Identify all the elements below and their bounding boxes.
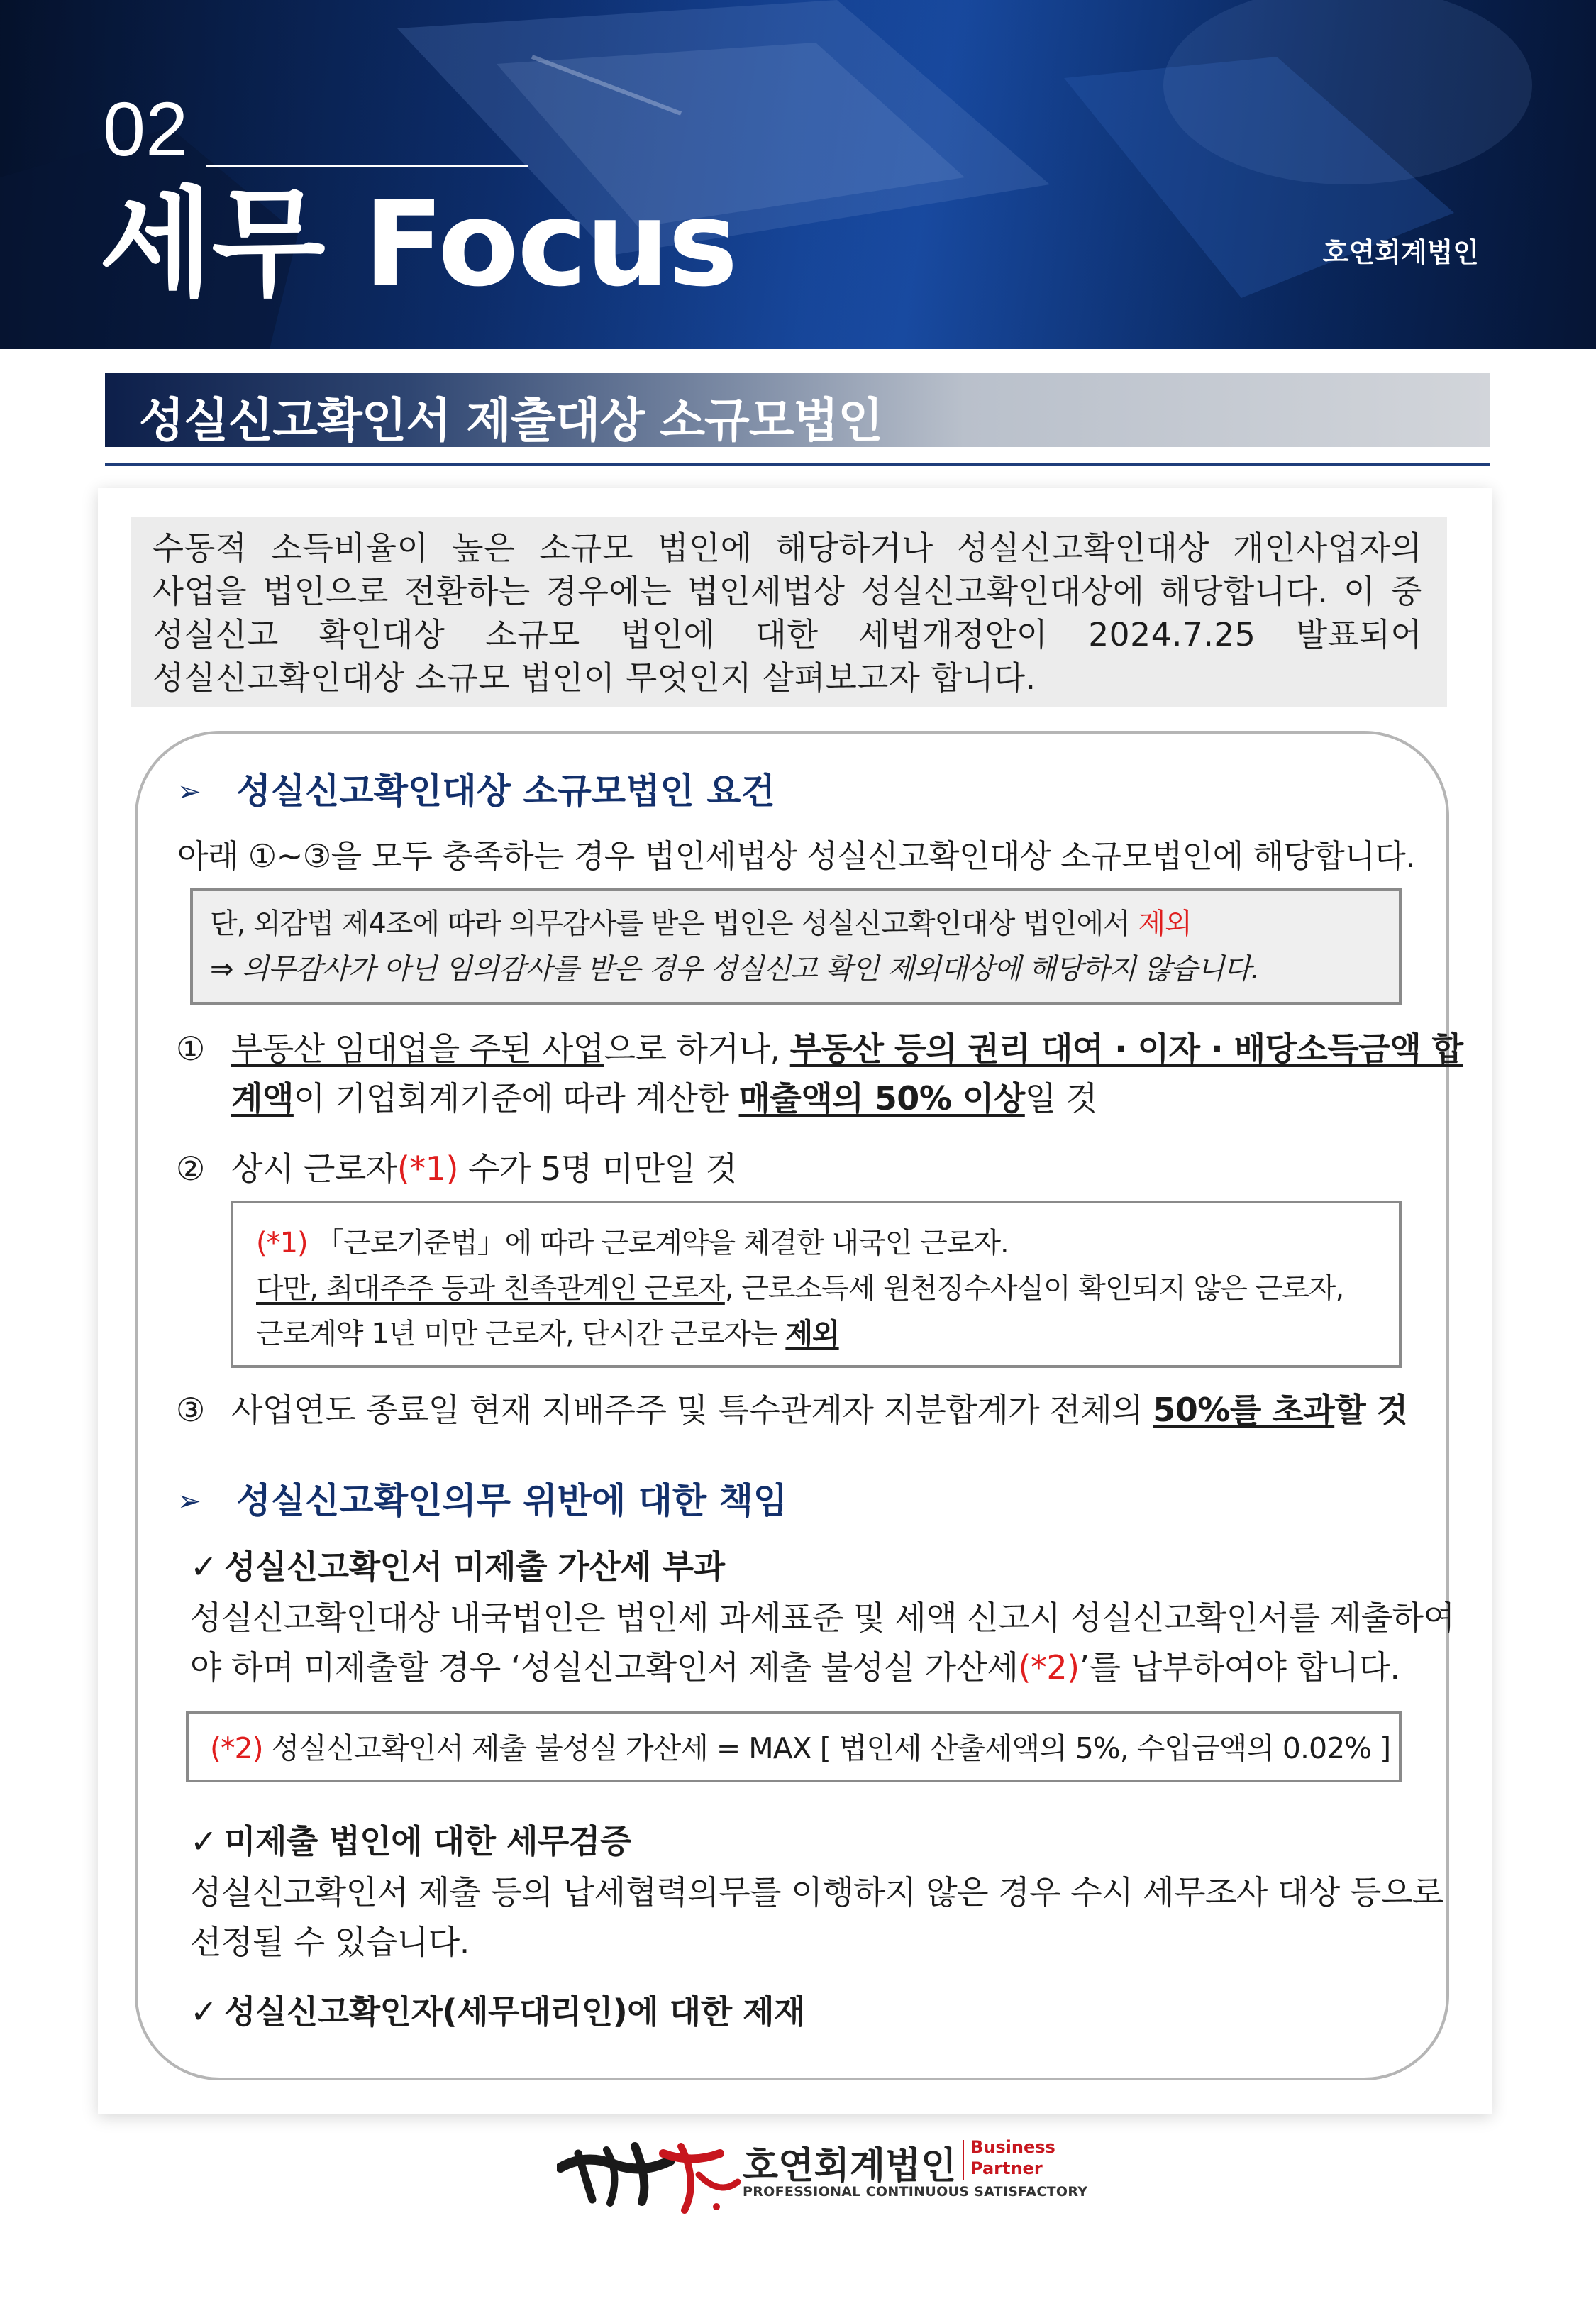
item2-footnote-mark: (*1) [397,1149,458,1188]
header-banner [0,0,1596,349]
note-line-1 [210,901,1399,947]
item-number-2: ② [176,1149,205,1188]
footer-divider [963,2140,964,2180]
note-line-2: ⇒ 의무감사가 아닌 임의감사를 받은 경우 성실신고 확인 제외대상에 해당하지 않습니다. [210,953,1259,986]
footnote-1-line-1 [256,1220,1399,1266]
item3-part-c: 할 것 [1334,1391,1408,1429]
sub1-line-2 [190,1643,1400,1692]
requirement-item-3 [176,1385,1408,1435]
sub1-title [190,1542,725,1591]
requirement-item-2 [176,1144,737,1193]
intro-text [153,526,1422,700]
item1-part-c: 부동산 등의 권리 대여 · 이자 · 배당소득금액 합 [789,1030,1463,1068]
requirement-item-1 [176,1024,1463,1074]
sub1-footnote-mark: (*2) [1018,1648,1080,1687]
footnote-2-mark: (*2) [210,1731,263,1765]
footnote-1-line-1-text: 「근로기준법」에 따라 근로계약을 체결한 내국인 근로자. [307,1227,1009,1259]
footnote-2-box [186,1711,1402,1782]
section1-lead: 아래 ①~③을 모두 충족하는 경우 법인세법상 성실신고확인대상 소규모법인에 해당합니다. [177,837,1416,875]
footer-slogan: PROFESSIONAL CONTINUOUS SATISFACTORY [743,2184,1088,2200]
intro-line: 사업을 법인으로 전환하는 경우에는 법인세법상 성실신고확인대상에 해당합니다. 이 중 [153,573,1422,610]
sub2-title-text: 미제출 법인에 대한 세무검증 [224,1822,631,1860]
item2-part-a: 상시 근로자 [231,1149,397,1188]
section-title: 세무 Focus [99,176,737,313]
sub3-title [190,1987,805,2036]
sub3-title-text: 성실신고확인자(세무대리인)에 대한 제재 [224,1992,805,2031]
section1-heading-text: 성실신고확인대상 소규모법인 요건 [236,771,775,812]
sub2-line-2: 선정될 수 있습니다. [190,1923,470,1961]
firm-name-header: 호연회계법인 [1322,237,1479,268]
note-exclusion-word: 제외 [1138,907,1192,940]
intro-line: 성실신고확인대상 소규모 법인이 무엇인지 살펴보고자 합니다. [153,659,1036,697]
item1-part-e: 이 기업회계기준에 따라 계산한 [293,1079,739,1118]
footer-firm-name: 호연회계법인 [743,2145,957,2188]
item1-part-a: 부동산 임대업을 주된 사업 [231,1030,604,1068]
sub2-line-1: 성실신고확인서 제출 등의 납세협력의무를 이행하지 않은 경우 수시 세무조사 대상 등으로 [190,1873,1443,1911]
sub2-title [190,1816,631,1866]
intro-line: 성실신고 확인대상 소규모 법인에 대한 세법개정안이 2024.7.25 발표되어 [153,616,1422,653]
item1-part-d: 계액 [231,1079,294,1118]
footnote-1-line-2 [256,1266,1399,1311]
sub1-line-1: 성실신고확인대상 내국법인은 법인세 과세표준 및 세액 신고시 성실신고확인서를 제출하여 [190,1599,1455,1637]
sub1-line-2-b: ’를 납부하여야 합니다. [1079,1648,1400,1687]
intro-box [131,517,1447,707]
item3-part-a: 사업연도 종료일 현재 지배주주 및 특수관계자 지분합계가 전체의 [231,1391,1153,1429]
footnote-1-exclusion: 제외 [785,1318,839,1350]
item2-part-b: 수가 5명 미만일 것 [458,1149,737,1188]
footnote-1-line-2-underlined: 다만, 최대주주 등과 친족관계인 근로자 [256,1272,725,1305]
section2-heading-text: 성실신고확인의무 위반에 대한 책임 [236,1480,788,1521]
item1-part-f: 매출액의 50% 이상 [738,1079,1025,1118]
footnote-1-line-3-text: 근로계약 1년 미만 근로자, 단시간 근로자는 [256,1318,786,1350]
footnote-1-line-2-text: , 근로소득세 원천징수사실이 확인되지 않은 근로자, [724,1272,1344,1305]
item-number-3: ③ [176,1391,205,1429]
item3-part-b: 50%를 초과 [1153,1391,1335,1429]
check-icon: ✓ [190,1992,218,2031]
check-icon: ✓ [190,1822,218,1860]
arrow-bullet-icon: ➢ [177,1485,201,1518]
footnote-1-box [231,1201,1402,1368]
title-divider [105,463,1490,466]
article-title-bar [105,373,1490,447]
footnote-2-text: 성실신고확인서 제출 불성실 가산세 = MAX [ 법인세 산출세액의 5%, 수입금액의 0.02% ] [262,1731,1391,1765]
note-line-1-text: 단, 외감법 제4조에 따라 의무감사를 받은 법인은 성실신고확인대상 법인에서 [210,907,1130,940]
item1-part-g: 일 것 [1024,1079,1097,1118]
sub1-line-2-a: 야 하며 미제출할 경우 ‘성실신고확인서 제출 불성실 가산세 [190,1648,1019,1687]
section2-heading [177,1472,787,1523]
requirement-item-1-cont [231,1074,1097,1123]
footnote-1-mark: (*1) [256,1227,308,1259]
audit-exception-note [190,888,1402,1005]
sub1-title-text: 성실신고확인서 미제출 가산세 부과 [224,1548,725,1586]
item1-part-b: 으로 하거나, [604,1030,790,1068]
arrow-bullet-icon: ➢ [177,776,201,808]
footer-tagline-partner: Partner [970,2158,1043,2178]
section1-heading [177,763,775,814]
check-icon: ✓ [190,1548,218,1586]
issue-underline [206,165,528,167]
issue-number: 02 [103,86,189,172]
article-title: 성실신고확인서 제출대상 소규모법인 [139,393,883,448]
footer-tagline-business: Business [970,2137,1055,2157]
intro-line: 수동적 소득비율이 높은 소규모 법인에 해당하거나 성실신고확인대상 개인사업자의 [153,529,1422,567]
footnote-1-line-3 [256,1311,1399,1357]
item-number-1: ① [176,1030,205,1068]
